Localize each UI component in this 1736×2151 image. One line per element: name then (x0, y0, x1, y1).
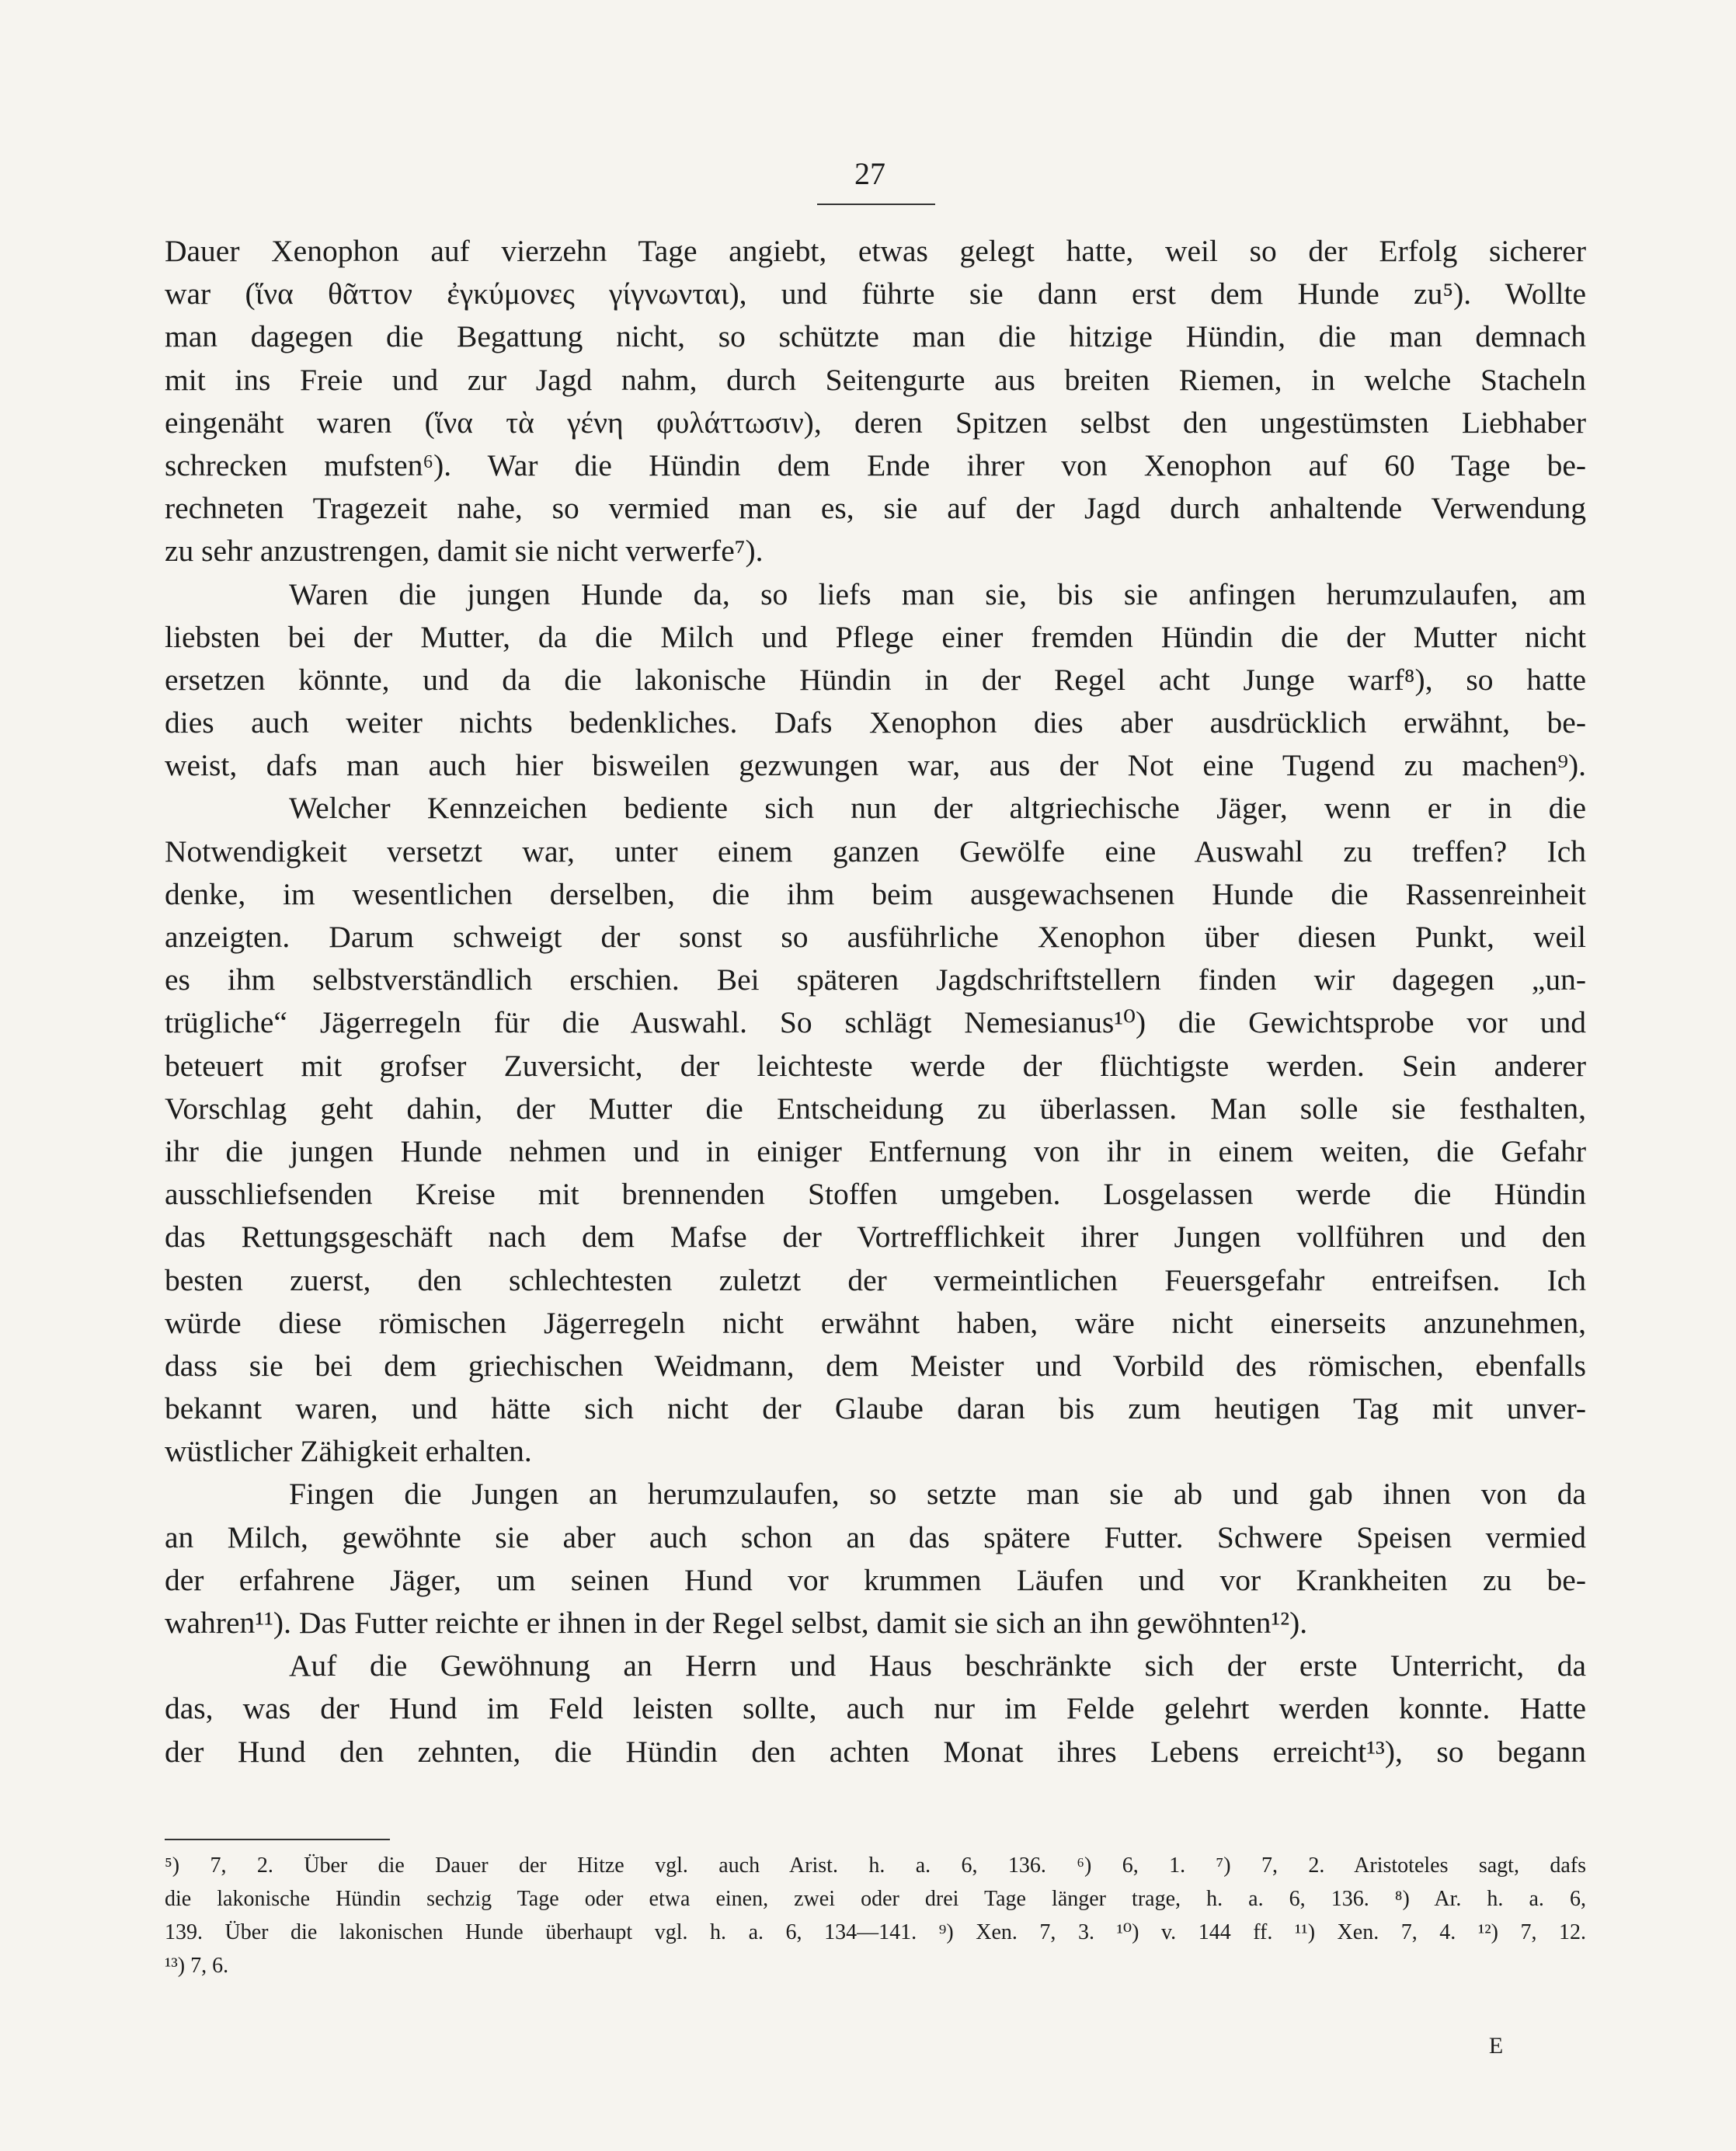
body-line: denke, im wesentlichen derselben, die ihm beim ausgewachsenen Hunde die Rassenreinheit (165, 876, 1586, 911)
footnotes (165, 1849, 1586, 1982)
body-line: das Rettungsgeschäft nach dem Mafse der Vortrefflichkeit ihrer Jungen vollführen und den (165, 1220, 1586, 1255)
footnote-rule (165, 1839, 390, 1840)
body-line: besten zuerst, den schlechtesten zuletzt der vermeintlichen Feuersgefahr entreifsen. Ich (165, 1262, 1586, 1297)
body-text (165, 230, 1586, 1773)
paragraph-start-line: Welcher Kennzeichen bediente sich nun der altgriechische Jäger, wenn er in die (289, 791, 1586, 826)
body-line: trügliche“ Jägerregeln für die Auswahl. So schlägt Nemesianus¹⁰) die Gewichtsprobe vor und (165, 1005, 1586, 1040)
body-line: anzeigten. Darum schweigt der sonst so ausführliche Xenophon über diesen Punkt, weil (165, 920, 1586, 954)
body-line: würde diese römischen Jägerregeln nicht erwähnt haben, wäre nicht einerseits anzunehmen, (165, 1305, 1586, 1340)
body-line: beteuert mit grofser Zuversicht, der leichteste werde der flüchtigste werden. Sein anderer (165, 1048, 1586, 1083)
body-line: ersetzen könnte, und da die lakonische Hündin in der Regel acht Junge warf⁸), so hatte (165, 662, 1586, 697)
header-rule (817, 204, 935, 205)
page-number: 27 (854, 156, 885, 191)
body-line: liebsten bei der Mutter, da die Milch und Pflege einer fremden Hündin die der Mutter nicht (165, 619, 1586, 654)
body-line: es ihm selbstverständlich erschien. Bei späteren Jagdschriftstellern finden wir dagegen „un- (165, 962, 1586, 997)
body-line: mit ins Freie und zur Jagd nahm, durch Seitengurte aus breiten Riemen, in welche Stacheln (165, 362, 1586, 397)
body-line: man dagegen die Begattung nicht, so schützte man die hitzige Hündin, die man demnach (165, 319, 1586, 354)
body-line: wahren¹¹). Das Futter reichte er ihnen in der Regel selbst, damit sie sich an ihn gewöhnten¹²). (165, 1606, 1308, 1640)
body-line: weist, dafs man auch hier bisweilen gezwungen war, aus der Not eine Tugend zu machen⁹). (165, 748, 1586, 783)
body-line: zu sehr anzustrengen, damit sie nicht verwerfe⁷). (165, 534, 764, 569)
paragraph-start-line: Fingen die Jungen an herumzulaufen, so setzte man sie ab und gab ihnen von da (289, 1477, 1586, 1512)
body-line: wüstlicher Zähigkeit erhalten. (165, 1434, 532, 1469)
footnote-line: ¹³) 7, 6. (165, 1954, 229, 1978)
footnote-line: 139. Über die lakonischen Hunde überhaupt vgl. h. a. 6, 134—141. ⁹) Xen. 7, 3. ¹⁰) v. 144 ff. ¹¹) Xen. 7, 4. ¹²) 7, 12. (165, 1920, 1586, 1944)
paragraph-start-line: Waren die jungen Hunde da, so liefs man sie, bis sie anfingen herumzulaufen, am (289, 576, 1586, 611)
body-line: der Hund den zehnten, die Hündin den achten Monat ihres Lebens erreicht¹³), so begann (165, 1734, 1586, 1769)
body-line: ihr die jungen Hunde nehmen und in einiger Entfernung von ihr in einem weiten, die Gefahr (165, 1133, 1586, 1168)
body-line: rechneten Tragezeit nahe, so vermied man es, sie auf der Jagd durch anhaltende Verwendung (165, 491, 1586, 526)
body-line: an Milch, gewöhnte sie aber auch schon an das spätere Futter. Schwere Speisen vermied (165, 1519, 1586, 1554)
body-line: der erfahrene Jäger, um seinen Hund vor krummen Läufen und vor Krankheiten zu be- (165, 1562, 1586, 1597)
footnote-line: ⁵) 7, 2. Über die Dauer der Hitze vgl. auch Arist. h. a. 6, 136. ⁶) 6, 1. ⁷) 7, 2. Aristoteles sagt, dafs (165, 1853, 1586, 1878)
footnote-line: die lakonische Hündin sechzig Tage oder etwa einen, zwei oder drei Tage länger trage, h. a. 6, 136. ⁸) Ar. h. a. 6, (165, 1887, 1586, 1911)
body-line: dass sie bei dem griechischen Weidmann, dem Meister und Vorbild des römischen, ebenfalls (165, 1348, 1586, 1383)
body-line: Dauer Xenophon auf vierzehn Tage angiebt, etwas gelegt hatte, weil so der Erfolg sicherer (165, 234, 1586, 268)
body-line: war (ἵνα θᾶττον ἐγκύμονες γίγνωνται), und führte sie dann erst dem Hunde zu⁵). Wollte (165, 277, 1586, 312)
body-line: Notwendigkeit versetzt war, unter einem ganzen Gewölfe eine Auswahl zu treffen? Ich (165, 834, 1586, 868)
body-line: schrecken mufsten⁶). War die Hündin dem Ende ihrer von Xenophon auf 60 Tage be- (165, 447, 1586, 482)
body-line: das, was der Hund im Feld leisten sollte, auch nur im Felde gelehrt werden konnte. Hatte (165, 1691, 1586, 1726)
body-line: bekannt waren, und hätte sich nicht der Glaube daran bis zum heutigen Tag mit unver- (165, 1391, 1586, 1426)
body-line: eingenäht waren (ἵνα τὰ γένη φυλάττωσιν), deren Spitzen selbst den ungestümsten Liebhaber (165, 405, 1586, 440)
paragraph-start-line: Auf die Gewöhnung an Herrn und Haus beschränkte sich der erste Unterricht, da (289, 1648, 1586, 1683)
body-line: Vorschlag geht dahin, der Mutter die Entscheidung zu überlassen. Man solle sie festhalten, (165, 1091, 1586, 1126)
body-line: dies auch weiter nichts bedenkliches. Dafs Xenophon dies aber ausdrücklich erwähnt, be- (165, 705, 1586, 740)
signature-mark: E (1488, 2033, 1504, 2059)
body-line: ausschliefsenden Kreise mit brennenden Stoffen umgeben. Losgelassen werde die Hündin (165, 1177, 1586, 1212)
